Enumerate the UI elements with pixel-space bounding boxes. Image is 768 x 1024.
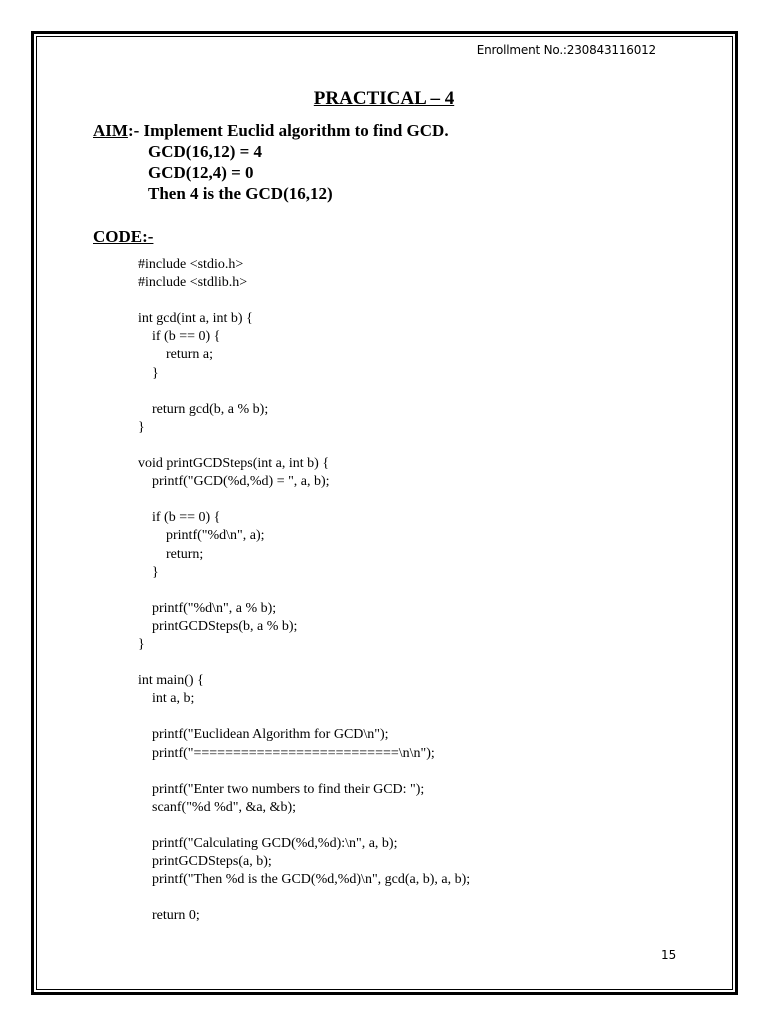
- code-line: printf("Euclidean Algorithm for GCD\n");: [138, 727, 389, 743]
- enrollment-number: Enrollment No.:230843116012: [476, 43, 656, 57]
- code-line: printf("Then %d is the GCD(%d,%d)\n", gcd(a, b), a, b);: [138, 872, 471, 888]
- code-line: #include <stdlib.h>: [138, 275, 248, 291]
- code-line: scanf("%d %d", &a, &b);: [138, 799, 296, 815]
- code-line: return gcd(b, a % b);: [138, 401, 269, 417]
- code-line: return a;: [138, 347, 214, 363]
- aim-line: GCD(12,4) = 0: [148, 163, 254, 182]
- code-line: if (b == 0) {: [138, 329, 221, 345]
- aim-statement: [93, 120, 449, 141]
- code-heading: CODE:-: [93, 227, 154, 246]
- code-line: [138, 292, 470, 310]
- code-line: printf("Calculating GCD(%d,%d):\n", a, b);: [138, 836, 398, 851]
- aim-line: Then 4 is the GCD(16,12): [148, 184, 333, 203]
- code-line: [138, 708, 470, 726]
- aim-example-lines: [148, 141, 333, 204]
- code-line: int main() {: [138, 673, 204, 689]
- aim-text: :- Implement Euclid algorithm to find GCD.: [127, 121, 449, 140]
- code-line: int a, b;: [138, 691, 195, 707]
- code-line: printf("%d\n", a % b);: [138, 600, 277, 616]
- code-line: return;: [138, 546, 204, 562]
- code-line: [138, 491, 470, 509]
- code-line: return 0;: [138, 908, 200, 924]
- code-line: int gcd(int a, int b) {: [138, 311, 253, 327]
- page-title-text: PRACTICAL – 4: [313, 88, 455, 109]
- code-line: if (b == 0) {: [138, 510, 221, 526]
- code-line: [138, 889, 470, 907]
- code-line: }: [138, 419, 145, 435]
- aim-line: GCD(16,12) = 4: [148, 142, 263, 161]
- code-line: [138, 817, 470, 835]
- code-line: [138, 654, 470, 672]
- code-line: printf("GCD(%d,%d) = ", a, b);: [138, 474, 330, 490]
- code-line: #include <stdio.h>: [138, 257, 244, 272]
- code-line: [138, 437, 470, 455]
- code-line: printGCDSteps(a, b);: [138, 854, 272, 870]
- code-line: }: [138, 365, 159, 381]
- code-listing: [138, 256, 470, 925]
- code-line: printf("%d\n", a);: [138, 528, 265, 544]
- code-line: }: [138, 564, 159, 580]
- code-line: printGCDSteps(b, a % b);: [138, 618, 298, 634]
- page-number: 15: [661, 948, 677, 962]
- aim-label: AIM: [93, 121, 128, 140]
- code-line: }: [138, 636, 145, 652]
- code-line: [138, 383, 470, 401]
- code-line: printf("==========================\n\n");: [138, 745, 435, 761]
- code-line: [138, 582, 470, 600]
- code-line: printf("Enter two numbers to find their GCD: ");: [138, 781, 425, 797]
- page-title: [0, 88, 768, 110]
- code-line: [138, 763, 470, 781]
- code-line: void printGCDSteps(int a, int b) {: [138, 456, 330, 472]
